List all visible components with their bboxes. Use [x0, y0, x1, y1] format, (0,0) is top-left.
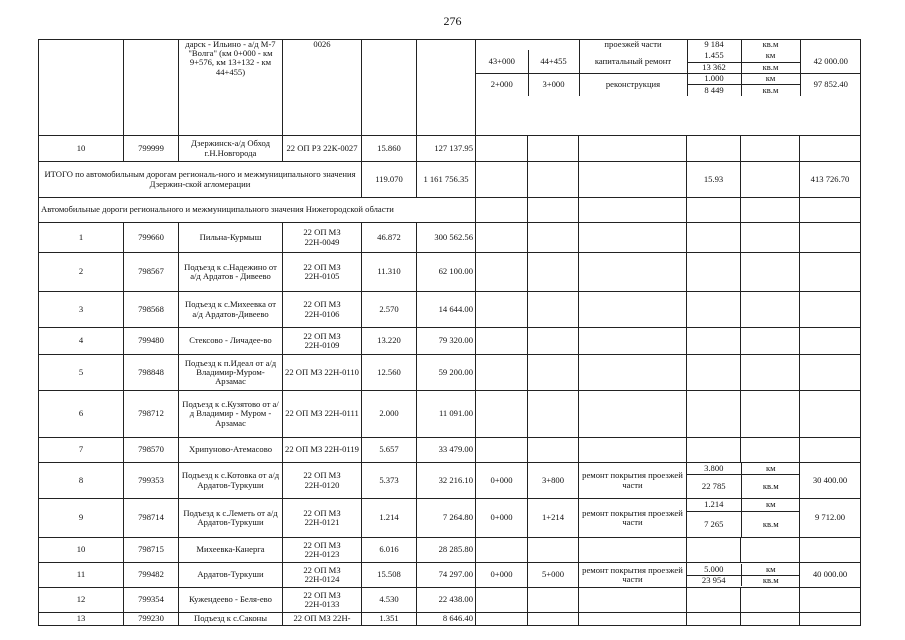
road-length: 5.373 [362, 463, 417, 499]
row-number: 2 [39, 253, 124, 292]
road-name: Подъезд к с.Леметь от а/д Ардатов-Туркуши [179, 499, 283, 538]
road-amount: 62 100.00 [417, 253, 476, 292]
road-length: 13.220 [362, 328, 417, 355]
table-row [39, 223, 861, 253]
road-length: 1.351 [362, 613, 417, 626]
work-qty: 23 954 [687, 575, 741, 586]
work-unit: кв.м [741, 474, 800, 498]
road-code: 22 ОП МЗ 22Н-0120 [283, 463, 362, 499]
road-code: 22 ОП МЗ 22Н-0133 [283, 588, 362, 613]
road-amount: 28 285.80 [417, 538, 476, 563]
road-code: 22 ОП МЗ 22Н- [283, 613, 362, 626]
road-code: 0026 [283, 40, 362, 136]
road-amount: 127 137.95 [417, 136, 476, 162]
work-to: 5+000 [528, 563, 579, 588]
road-name: Подъезд к с.Надежино от а/д Ардатов - Дивеево [179, 253, 283, 292]
table-row [39, 588, 861, 613]
road-name: Михеевка-Канерга [179, 538, 283, 563]
road-name: Подъезд к с.Кузятово от а/д Владимир - Муром - Арзамас [179, 391, 283, 438]
road-amount: 14 644.00 [417, 292, 476, 328]
road-name: дарск - Ильино - а/д М-7 "Волга" (км 0+000 - км 9+576, км 13+132 - км 44+455) [179, 40, 283, 136]
work-qty: 13 362 [687, 62, 741, 73]
section-header-row [39, 198, 861, 223]
total-label: ИТОГО по автомобильным дорогам региональ-ного и межмуниципального значения Дзержин-ской агломерации [39, 162, 362, 198]
work-qty: 1.455 [687, 50, 741, 62]
road-name: Подъезд к с.Саконы [179, 613, 283, 626]
work-qty: 7 265 [687, 511, 741, 537]
work-unit: км [741, 50, 800, 62]
road-amount: 59 200.00 [417, 355, 476, 391]
table-row [39, 136, 861, 162]
carry-row [39, 40, 861, 136]
work-cost: 40 000.00 [800, 563, 861, 588]
row-number: 8 [39, 463, 124, 499]
table-row [39, 292, 861, 328]
road-id: 798567 [124, 253, 179, 292]
section-header: Автомобильные дороги регионального и межмуниципального значения Нижегородской области [39, 198, 476, 223]
road-amount: 79 320.00 [417, 328, 476, 355]
work-type: ремонт покрытия проезжей части [579, 563, 687, 588]
road-code: 22 ОП МЗ 22Н-0111 [283, 391, 362, 438]
work-type: капитальный ремонт [579, 50, 687, 73]
work-qty: 22 785 [687, 474, 741, 498]
work-unit: кв.м [741, 575, 800, 586]
work-unit: км [765, 463, 776, 473]
work-from: 0+000 [476, 463, 528, 499]
row-number: 1 [39, 223, 124, 253]
road-id: 798714 [124, 499, 179, 538]
page-number: 276 [443, 14, 462, 28]
road-name: Пильна-Курмыш [179, 223, 283, 253]
work-to: 1+214 [528, 499, 579, 538]
work-type: проезжей части [579, 40, 687, 50]
work-to: 3+000 [528, 74, 579, 96]
road-name: Стексово - Личадее-во [179, 328, 283, 355]
table-row [39, 538, 861, 563]
road-length: 46.872 [362, 223, 417, 253]
row-number: 10 [39, 538, 124, 563]
work-qty: 5.000 [687, 564, 741, 575]
road-name: Подъезд к п.Идеал от а/д Владимир-Муром-Арзамас [179, 355, 283, 391]
road-code: 22 ОП МЗ 22Н-0049 [283, 223, 362, 253]
carry-works [476, 40, 861, 136]
road-name: Подъезд к с.Котовка от а/д Ардатов-Туркуши [179, 463, 283, 499]
road-id: 798848 [124, 355, 179, 391]
row-number: 5 [39, 355, 124, 391]
road-amount: 32 216.10 [417, 463, 476, 499]
row-number: 4 [39, 328, 124, 355]
row-number: 7 [39, 438, 124, 463]
work-qty: 1.000 [687, 74, 741, 85]
row-number: 9 [39, 499, 124, 538]
road-length: 2.570 [362, 292, 417, 328]
road-amount: 33 479.00 [417, 438, 476, 463]
table-row [39, 563, 861, 588]
road-code: 22 ОП МЗ 22Н-0119 [283, 438, 362, 463]
row-number: 13 [39, 613, 124, 626]
road-length: 15.508 [362, 563, 417, 588]
road-id: 799230 [124, 613, 179, 626]
total-amount: 1 161 756.35 [417, 162, 476, 198]
row-number: 11 [39, 563, 124, 588]
work-from: 0+000 [476, 563, 528, 588]
road-name: Подъезд к с.Михеевка от а/д Ардатов-Дивеево [179, 292, 283, 328]
road-id: 799660 [124, 223, 179, 253]
row-number: 3 [39, 292, 124, 328]
road-code: 22 ОП МЗ 22Н-0105 [283, 253, 362, 292]
road-id: 799353 [124, 463, 179, 499]
road-code: 22 ОП МЗ 22Н-0106 [283, 292, 362, 328]
work-qty: 1.214 [687, 499, 741, 511]
work-qty: 9 184 [687, 40, 741, 50]
table-row [39, 499, 861, 538]
road-id: 799480 [124, 328, 179, 355]
road-amount: 22 438.00 [417, 588, 476, 613]
road-amount: 7 264.80 [417, 499, 476, 538]
road-id: 798712 [124, 391, 179, 438]
road-amount: 11 091.00 [417, 391, 476, 438]
work-unit: км [765, 499, 776, 510]
work-from: 43+000 [476, 50, 528, 73]
road-id: 799354 [124, 588, 179, 613]
work-to: 44+455 [528, 50, 579, 73]
road-id: 798715 [124, 538, 179, 563]
table-row [39, 438, 861, 463]
road-name: Дзержинск-а/д Обход г.Н.Новгорода [179, 136, 283, 162]
road-length: 15.860 [362, 136, 417, 162]
road-length: 5.657 [362, 438, 417, 463]
work-unit: км [741, 74, 800, 85]
road-code: 22 ОП МЗ 22Н-0109 [283, 328, 362, 355]
road-length: 2.000 [362, 391, 417, 438]
road-length: 6.016 [362, 538, 417, 563]
work-unit: кв.м [741, 85, 800, 96]
work-unit: кв.м [741, 511, 800, 537]
road-code: 22 ОП МЗ 22Н-0124 [283, 563, 362, 588]
table-row [39, 463, 861, 499]
work-unit: кв.м [741, 62, 800, 73]
road-length: 1.214 [362, 499, 417, 538]
table-row [39, 328, 861, 355]
road-id: 799999 [124, 136, 179, 162]
work-type: ремонт покрытия проезжей части [579, 463, 687, 499]
road-id: 798570 [124, 438, 179, 463]
total-cost: 413 726.70 [800, 162, 861, 198]
work-from: 0+000 [476, 499, 528, 538]
total-row [39, 162, 861, 198]
work-cost: 42 000.00 [813, 55, 848, 66]
row-number: 6 [39, 391, 124, 438]
road-code: 22 ОП МЗ 22Н-0110 [283, 355, 362, 391]
work-type: ремонт покрытия проезжей части [579, 499, 687, 538]
table-row [39, 391, 861, 438]
road-name: Хрипуново-Атемасово [179, 438, 283, 463]
road-name: Кужендеево - Беля-ево [179, 588, 283, 613]
total-length: 119.070 [362, 162, 417, 198]
table-row [39, 355, 861, 391]
work-qty: 3.800 [687, 463, 741, 474]
road-code: 22 ОП РЗ 22К-0027 [283, 136, 362, 162]
road-length: 12.560 [362, 355, 417, 391]
total-work-length: 15.93 [687, 162, 741, 198]
work-type: реконструкция [579, 74, 687, 96]
road-amount: 8 646.40 [417, 613, 476, 626]
table-row [39, 253, 861, 292]
work-qty: 8 449 [687, 85, 741, 96]
road-code: 22 ОП МЗ 22Н-0121 [283, 499, 362, 538]
work-unit: кв.м [741, 40, 800, 50]
road-id: 799482 [124, 563, 179, 588]
road-length: 11.310 [362, 253, 417, 292]
road-amount: 300 562.56 [417, 223, 476, 253]
table-row [39, 613, 861, 626]
road-code: 22 ОП МЗ 22Н-0123 [283, 538, 362, 563]
work-to: 3+800 [528, 463, 579, 499]
road-amount: 74 297.00 [417, 563, 476, 588]
work-cost: 30 400.00 [800, 463, 861, 499]
row-number: 12 [39, 588, 124, 613]
roads-table [38, 39, 861, 626]
work-cost: 9 712.00 [800, 499, 861, 538]
work-unit: км [765, 564, 776, 574]
work-cost: 97 852.40 [813, 79, 848, 90]
road-name: Ардатов-Туркуши [179, 563, 283, 588]
road-id: 798568 [124, 292, 179, 328]
work-from: 2+000 [476, 74, 528, 96]
row-number: 10 [39, 136, 124, 162]
road-length: 4.530 [362, 588, 417, 613]
